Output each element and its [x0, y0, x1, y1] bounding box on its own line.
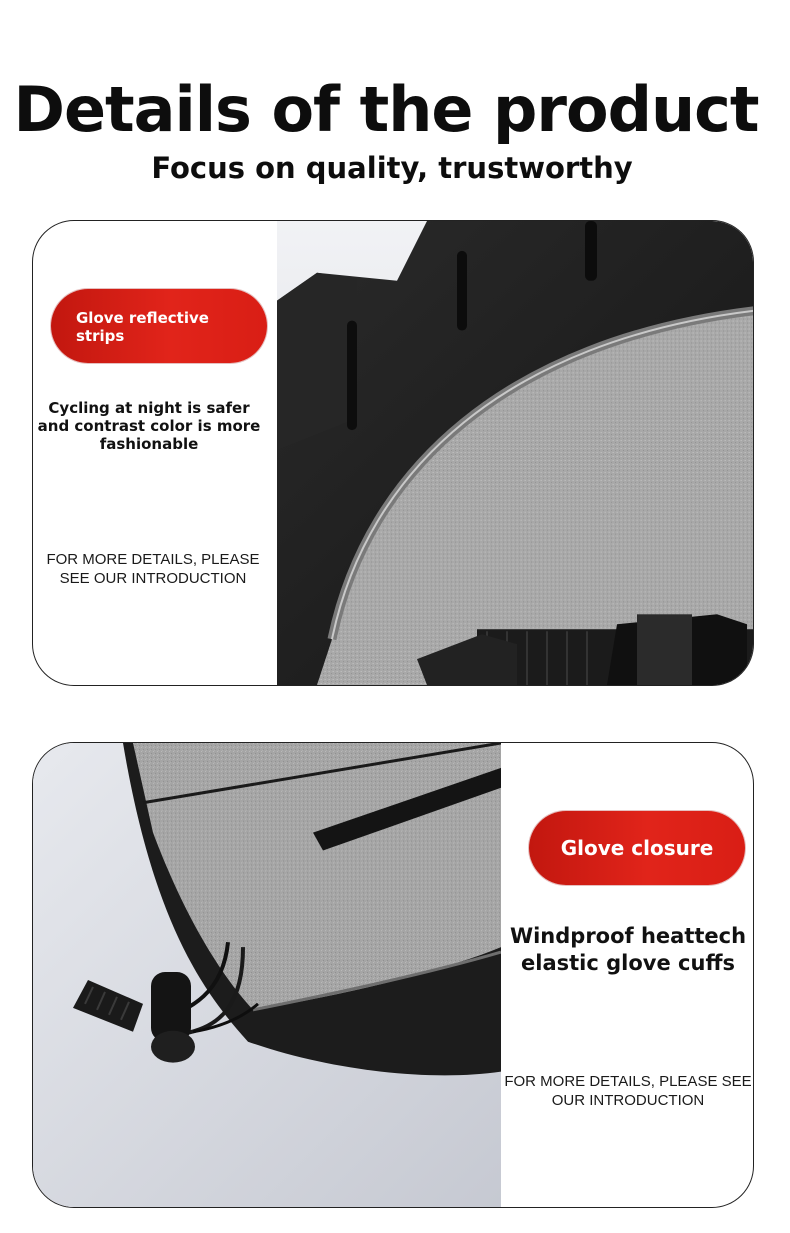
page-subtitle: Focus on quality, trustworthy: [151, 151, 633, 185]
feature-badge-reflective-strips: [51, 289, 267, 363]
feature-badge-glove-closure: [529, 811, 745, 885]
feature-badge-label: Glove closure: [560, 836, 714, 860]
feature-badge-label: Glove reflective strips: [76, 309, 209, 345]
glove-cuff-illustration: [33, 743, 501, 1207]
glove-reflective-strip-photo: [277, 221, 754, 685]
feature-description: Cycling at night is safer and contrast color is more fashionable: [37, 399, 261, 453]
glove-cuff-photo: [33, 743, 501, 1207]
glove-reflective-strip-illustration: [277, 221, 754, 685]
feature-description: Windproof heattech elastic glove cuffs: [509, 924, 747, 975]
feature-card-glove-closure: [32, 742, 754, 1208]
page-title: Details of the product: [13, 73, 759, 146]
feature-card-reflective-strips: [32, 220, 754, 686]
more-details-note: FOR MORE DETAILS, PLEASE SEE OUR INTRODUCTION: [504, 1073, 752, 1109]
more-details-note: FOR MORE DETAILS, PLEASE SEE OUR INTRODUCTION: [46, 551, 260, 587]
